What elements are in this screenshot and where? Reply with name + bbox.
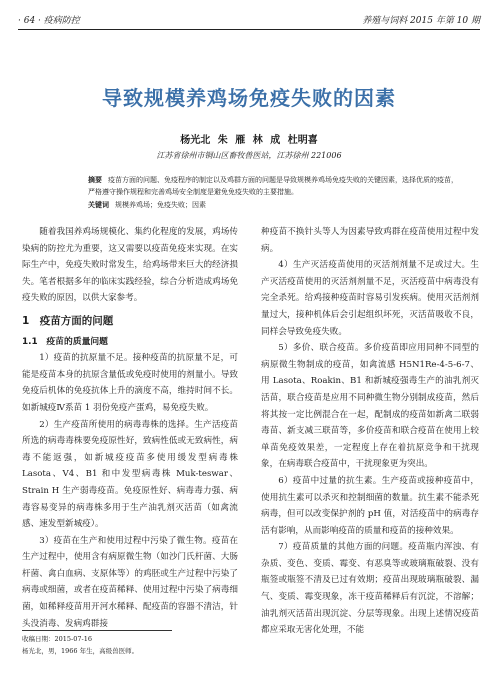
article-title: 导致规模养鸡场免疫失败的因素 [102,86,396,110]
abstract [88,174,458,198]
left-column [22,224,238,632]
keywords-label: 关键词 [88,200,109,209]
paragraph-1: 1）疫苗的抗原量不足。接种疫苗的抗原量不足，可能是疫苗本身的抗原含量低或免疫时使用的剂量小。导致免疫后机体的免疫抗体上升的滴度不高，维持时间不长。如新城疫Ⅳ系苗 1 羽份免疫产蛋鸡，易免疫失败。 [22,353,238,413]
header-rule [18,29,480,30]
abstract-text: 疫苗方面的问题、免疫程序的制定以及鸡群方面的问题是导致规模养鸡场免疫失败的关键因素，选择优质的疫苗，严格遵守操作规程和完善鸡场安全制度是避免免疫失败的主要措施。 [88,176,458,196]
author-info: 杨光北，男，1966 年生，高级兽医师。 [22,647,139,655]
paragraph-3-continued: 种疫苗不换针头等人为因素导致鸡群在疫苗使用过程中发病。 [261,227,479,254]
intro-paragraph: 随着我国养鸡场规模化、集约化程度的发展，鸡场传染病的防控尤为重要，这又需要以疫苗免疫来实现。在实际生产中，免疫失败时常发生，给鸡场带来巨大的经济损失。笔者根据多年的临床实践经验，综合分析造成鸡场免疫失败的原因，以供大家参考。 [22,227,238,304]
paragraph-6: 6）疫苗中过量的抗生素。生产疫苗或接种疫苗中，使用抗生素可以杀灭和控制细菌的数量。抗生素不能杀死病毒，但可以改变保护剂的 pH 值，对活疫苗中的病毒存活有影响，从而影响疫苗的质量和疫苗的接种效果。 [261,475,479,536]
abstract-block [88,174,458,211]
running-header [18,10,480,28]
right-column [261,224,479,639]
paragraph-3: 3）疫苗在生产和使用过程中污染了微生物。疫苗在生产过程中，使用含有病原微生物（如沙门氏杆菌、大肠杆菌、禽白血病、支原体等）的鸡胚或生产过程中污染了病毒或细菌，或者在疫苗稀释、使用过程中污染了病毒细菌，如稀释疫苗用开河水稀释、配疫苗的容器不清洁，针头没消毒、发病鸡群接 [22,535,238,629]
section-heading-1: 1 疫苗方面的问题 [22,314,114,327]
keywords [88,199,458,211]
paragraph-4: 4）生产灭活疫苗使用的灭活剂剂量不足或过大。生产灭活疫苗使用的灭活剂剂量不足，灭活疫苗中病毒没有完全杀死。给鸡接种疫苗时容易引发疾病。使用灭活剂剂量过大，接种机体后会引起组织坏死，灭活苗吸收不良，同样会导致免疫失败。 [261,260,479,337]
received-date: 收稿日期：2015-07-16 [22,635,92,643]
footnote [22,633,138,657]
paragraph-5: 5）多价、联合疫苗。多价疫苗即应用同种不同型的病原微生物制成的疫苗，如禽流感 H5N1Re-4-5-6-7、用 Lasota、Roakin、B1 和新城疫强毒生产的油乳剂灭活苗，联合疫苗是应用不同种微生物分别制成疫苗，然后将其按一定比例混合在一起，配制成的疫苗如新禽二联弱毒苗、新支减三联苗等，多价疫苗和联合疫苗在使用上较单苗免疫效果差，一定程度上存在着抗原竞争和干扰现象，在病毒联合疫苗中，干扰现象更为突出。 [261,343,479,470]
paragraph-2: 2）生产疫苗所使用的病毒毒株的选择。生产活疫苗所选的病毒毒株要免疫原性好，致病性低或无致病性，病毒不能返强，如新城疫疫苗多使用缓发型病毒株 Lasota、V4、B1 和中发型病毒株 Muk-teswar、Strain H 生产弱毒疫苗。免疫原性好、病毒毒力强、病毒容易变异的病毒株多用于生产油乳剂灭活苗（如禽流感、速发型新城疫）。 [22,419,238,530]
paragraph-7: 7）疫苗质量的其他方面的问题。疫苗瓶内浑浊、有杂质、变色、变质、霉变、有恶臭等或玻璃瓶破裂、没有瓶签或瓶签不清及已过有效期；疫苗出现玻璃瓶破裂、漏气、变质、霉变现象，冻干疫苗稀释后有沉淀，不溶解；油乳剂灭活苗出现沉淀、分层等现象。出现上述情况疫苗都应采取无害化处理，不能 [261,542,479,636]
section-heading-1-1: 1.1 疫苗的质量问题 [22,336,108,347]
footnote-rule [22,630,172,631]
authors: 杨光北 朱 雁 林 成 杜明喜 [180,135,318,146]
affiliation: 江苏省徐州市铜山区畜牧兽医站，江苏徐州 221006 [156,151,342,160]
header-journal: 养殖与饲料 2015 年第 10 期 [362,16,480,26]
header-page-section: · 64 · 疫病防控 [18,16,80,26]
keywords-text: 规模养鸡场；免疫失败；因素 [115,201,206,209]
abstract-label: 摘要 [88,175,102,184]
